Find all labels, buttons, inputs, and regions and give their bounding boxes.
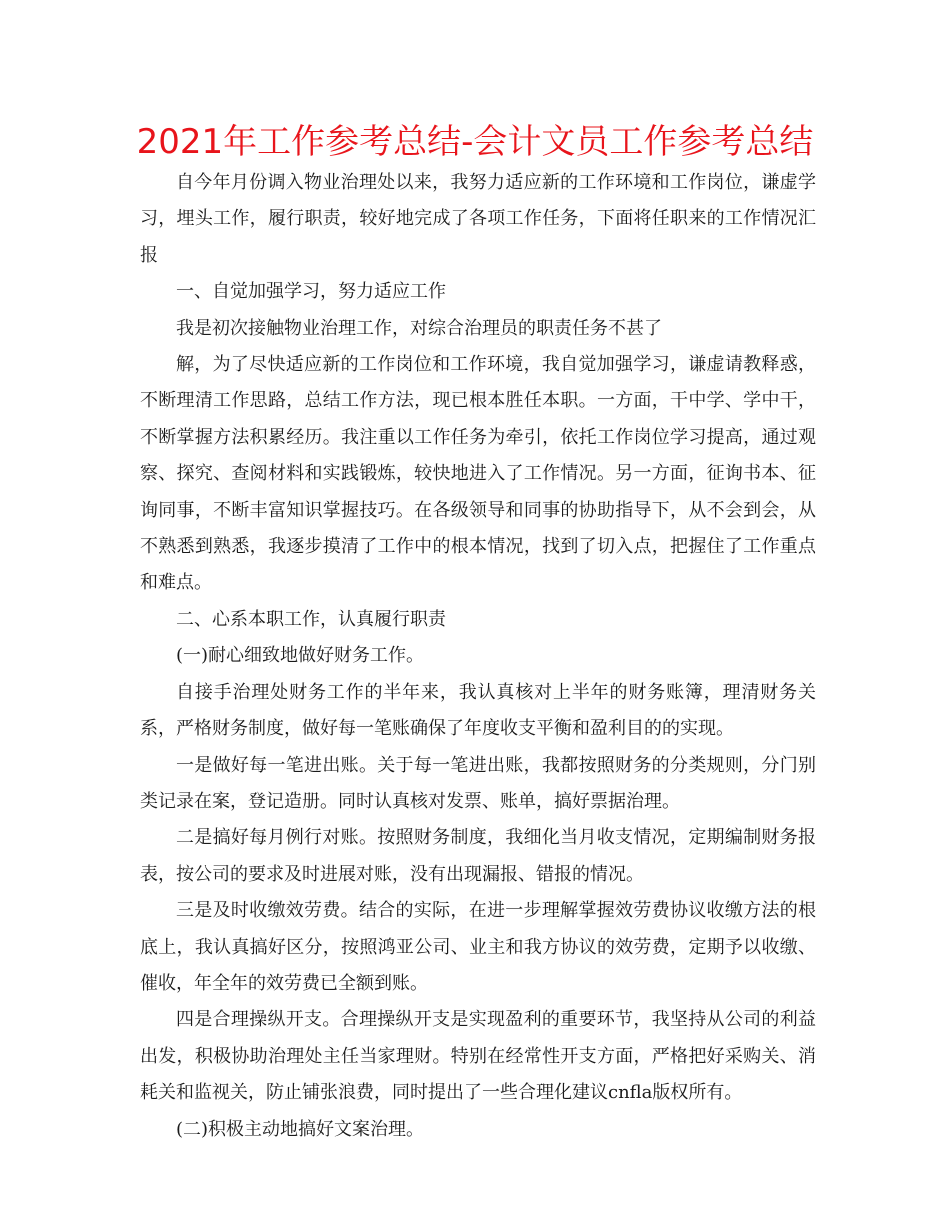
paragraph: 解，为了尽快适应新的工作岗位和工作环境，我自觉加强学习，谦虚请教释惑，不断理清工作思路，总结工作方法，现已根本胜任本职。一方面，干中学、学中干，不断掌握方法积累经历。我注重以工作任务为牵引，依托工作岗位学习提高，通过观察、探究、查阅材料和实践锻炼，较快地进入了工作情况。另一方面，征询书本、征询同事，不断丰富知识掌握技巧。在各级领导和同事的协助指导下，从不会到会，从不熟悉到熟悉，我逐步摸清了工作中的根本情况，找到了切入点，把握住了工作重点和难点。	[140, 354, 816, 594]
section-heading-1: 一、自觉加强学习，努力适应工作	[176, 281, 446, 303]
document-body	[140, 165, 816, 1148]
subsection-heading-1: (一)耐心细致地做好财务工作。	[176, 645, 425, 667]
document-title: 2021年工作参考总结-会计文员工作参考总结	[136, 122, 814, 162]
paragraph: 二是搞好每月例行对账。按照财务制度，我细化当月收支情况，定期编制财务报表，按公司的要求及时进展对账，没有出现漏报、错报的情况。	[140, 827, 816, 885]
paragraph: 我是初次接触物业治理工作，对综合治理员的职责任务不甚了	[176, 317, 662, 339]
subsection-heading-2: (二)积极主动地搞好文案治理。	[176, 1118, 425, 1140]
paragraph-intro: 自今年月份调入物业治理处以来，我努力适应新的工作环境和工作岗位，谦虚学习，埋头工作，履行职责，较好地完成了各项工作任务，下面将任职来的工作情况汇报	[140, 172, 816, 266]
section-heading-2: 二、心系本职工作，认真履行职责	[176, 608, 446, 630]
paragraph: 四是合理操纵开支。合理操纵开支是实现盈利的重要环节，我坚持从公司的利益出发，积极协助治理处主任当家理财。特别在经常性开支方面，严格把好采购关、消耗关和监视关，防止铺张浪费，同时提出了一些合理化建议cnfla版权所有。	[140, 1009, 816, 1104]
paragraph: 自接手治理处财务工作的半年来，我认真核对上半年的财务账簿，理清财务关系，严格财务制度，做好每一笔账确保了年度收支平衡和盈利目的的实现。	[140, 681, 816, 740]
paragraph: 一是做好每一笔进出账。关于每一笔进出账，我都按照财务的分类规则，分门别类记录在案，登记造册。同时认真核对发票、账单，搞好票据治理。	[140, 754, 816, 812]
paragraph: 三是及时收缴效劳费。结合的实际，在进一步理解掌握效劳费协议收缴方法的根底上，我认真搞好区分，按照鸿亚公司、业主和我方协议的效劳费，定期予以收缴、催收，年全年的效劳费已全额到账。	[140, 900, 816, 994]
